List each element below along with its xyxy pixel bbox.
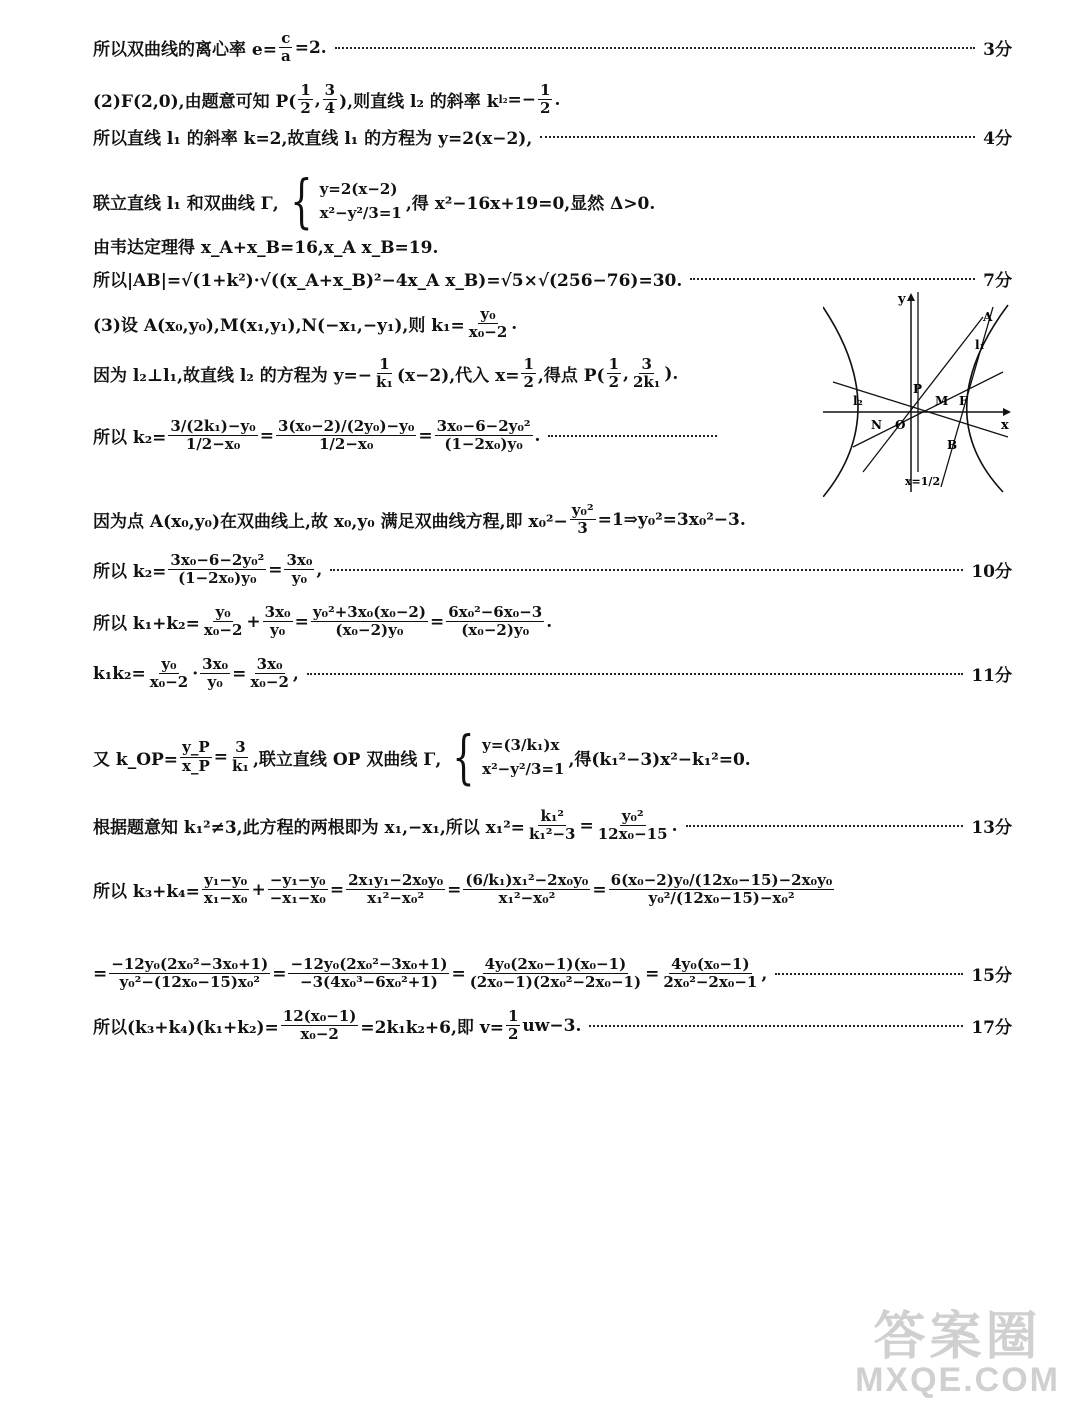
leader-dots bbox=[589, 1025, 963, 1027]
label-M: M bbox=[935, 394, 949, 408]
fraction bbox=[109, 956, 270, 992]
text-segment: , bbox=[623, 363, 629, 384]
fraction bbox=[446, 604, 544, 640]
text-segment: ,得点 P( bbox=[537, 366, 605, 387]
score-label: 17分 bbox=[971, 1018, 1012, 1039]
fraction bbox=[168, 418, 257, 454]
label-P: P bbox=[913, 382, 923, 396]
numerator: 3x₀ bbox=[264, 603, 291, 621]
text-segment: = bbox=[213, 747, 229, 767]
solution-line bbox=[93, 872, 1012, 908]
text-segment: =2k₁k₂+6,即 v= bbox=[360, 1018, 504, 1039]
line-expression bbox=[93, 418, 540, 454]
fraction bbox=[538, 82, 552, 118]
solution-line bbox=[93, 956, 1012, 992]
numerator: 3x₀−6−2y₀² bbox=[436, 417, 531, 435]
text-segment: . bbox=[534, 425, 541, 446]
text-segment: . bbox=[546, 611, 553, 632]
denominator: −x₁−x₀ bbox=[269, 889, 326, 908]
text-segment: = bbox=[579, 815, 594, 836]
subscript: l₂ bbox=[498, 93, 508, 107]
text-segment: uw−3. bbox=[522, 1015, 582, 1036]
denominator: k₁²−3 bbox=[528, 825, 576, 844]
denominator: k₁ bbox=[376, 373, 393, 392]
text-segment: 根据题意知 k₁²≠3,此方程的两根即为 x₁,−x₁,所以 x₁²= bbox=[93, 818, 525, 839]
x-axis-arrow bbox=[1003, 408, 1011, 416]
fraction bbox=[527, 808, 578, 844]
leader-dots bbox=[335, 47, 975, 49]
text-segment: 所以(k₃+k₄)(k₁+k₂)= bbox=[93, 1018, 279, 1039]
text-segment: = bbox=[232, 663, 247, 684]
solution-line bbox=[93, 233, 1012, 258]
numerator: 1 bbox=[608, 355, 620, 373]
numerator: y₁−y₀ bbox=[204, 871, 248, 889]
numerator: y_P bbox=[182, 738, 210, 757]
fraction bbox=[435, 418, 533, 454]
label-B: B bbox=[947, 438, 958, 452]
numerator: 4y₀(2x₀−1)(x₀−1) bbox=[484, 955, 627, 973]
denominator: 1/2−x₀ bbox=[185, 435, 241, 454]
watermark-url: MXQE.COM bbox=[855, 1361, 1060, 1399]
numerator: 3x₀ bbox=[202, 655, 229, 673]
denominator: y₀ bbox=[207, 673, 223, 692]
score-label: 10分 bbox=[971, 562, 1012, 583]
text-segment: = bbox=[272, 963, 287, 984]
line-expression bbox=[93, 266, 682, 291]
line-expression bbox=[93, 1008, 581, 1044]
fraction bbox=[281, 1008, 359, 1044]
numerator: k₁² bbox=[540, 807, 564, 825]
fraction bbox=[521, 356, 535, 392]
equation-system bbox=[445, 723, 565, 791]
numerator: 3x₀−6−2y₀² bbox=[170, 551, 265, 569]
fraction bbox=[284, 552, 314, 588]
numerator: (6/k₁)x₁²−2x₀y₀ bbox=[465, 871, 589, 889]
numerator: 3 bbox=[324, 81, 336, 99]
text-segment: = bbox=[294, 611, 309, 632]
system-equation: x²−y²/3=1 bbox=[319, 204, 402, 222]
fraction bbox=[263, 604, 293, 640]
text-segment: , bbox=[314, 89, 321, 110]
numerator: 2x₁y₁−2x₀y₀ bbox=[348, 871, 444, 889]
fraction bbox=[148, 656, 191, 692]
denominator: x₀−2 bbox=[250, 673, 289, 692]
denominator: 12x₀−15 bbox=[597, 825, 668, 844]
label-l2: l₂ bbox=[853, 394, 863, 408]
denominator: k₁ bbox=[232, 756, 249, 775]
denominator: x_P bbox=[182, 756, 210, 775]
label-F: F bbox=[959, 394, 968, 408]
text-segment: 所以双曲线的离心率 e= bbox=[93, 40, 277, 61]
denominator: x₁²−x₀² bbox=[498, 889, 556, 908]
denominator: 2x₀²−2x₀−1 bbox=[663, 973, 758, 992]
label-A: A bbox=[983, 310, 993, 324]
denominator: x₁²−x₀² bbox=[367, 889, 425, 908]
text-segment: , bbox=[316, 559, 323, 580]
fraction bbox=[323, 82, 337, 118]
solution-line bbox=[93, 808, 1012, 844]
line-expression bbox=[93, 502, 746, 538]
system-equation: x²−y²/3=1 bbox=[482, 760, 565, 778]
leader-dots bbox=[330, 569, 963, 571]
label-y: y bbox=[898, 292, 906, 307]
text-segment: , bbox=[761, 963, 768, 984]
watermark-logo: 答案圈 bbox=[873, 1308, 1042, 1366]
denominator: −3(4x₀³−6x₀²+1) bbox=[300, 973, 438, 992]
line-expression bbox=[93, 956, 767, 992]
line-expression bbox=[93, 167, 656, 235]
denominator: x₀−2 bbox=[468, 323, 508, 342]
text-segment: = bbox=[447, 879, 462, 900]
fraction bbox=[288, 956, 449, 992]
numerator: 1 bbox=[379, 355, 390, 373]
numerator: 3x₀ bbox=[286, 551, 313, 569]
solution-line bbox=[93, 82, 1012, 118]
denominator: 2 bbox=[507, 1025, 519, 1044]
denominator: x₀−2 bbox=[203, 621, 243, 640]
numerator: −y₁−y₀ bbox=[269, 871, 326, 889]
line-expression bbox=[93, 656, 299, 692]
denominator: 2k₁ bbox=[632, 373, 661, 392]
text-segment: + bbox=[251, 879, 266, 900]
fraction bbox=[202, 872, 250, 908]
fraction bbox=[200, 656, 230, 692]
denominator: (1−2x₀)y₀ bbox=[444, 435, 523, 454]
fraction bbox=[463, 872, 590, 908]
fraction bbox=[168, 552, 266, 588]
numerator: 3x₀ bbox=[256, 655, 283, 673]
text-segment: 又 k_OP= bbox=[93, 749, 179, 770]
text-segment: 因为 l₂⊥l₁,故直线 l₂ 的方程为 y=− bbox=[93, 366, 372, 387]
score-label: 7分 bbox=[983, 271, 1012, 291]
numerator: −12y₀(2x₀²−3x₀+1) bbox=[290, 955, 448, 973]
line-expression bbox=[93, 604, 552, 640]
denominator: (x₀−2)y₀ bbox=[461, 621, 530, 640]
system-equation: y=2(x−2) bbox=[319, 180, 398, 198]
text-segment: ,得(k₁²−3)x²−k₁²=0. bbox=[568, 749, 751, 770]
text-segment: · bbox=[192, 663, 199, 684]
label-l1: l₁ bbox=[975, 338, 985, 352]
watermark bbox=[855, 1308, 1060, 1399]
fraction bbox=[467, 306, 510, 342]
solution-line bbox=[93, 418, 725, 454]
score-label: 11分 bbox=[971, 666, 1012, 687]
text-segment: 所以 k₂= bbox=[93, 562, 167, 583]
fraction bbox=[631, 356, 662, 392]
fraction bbox=[279, 30, 293, 66]
text-segment: = bbox=[451, 963, 466, 984]
text-segment: , bbox=[292, 663, 299, 684]
hyperbola-diagram bbox=[823, 287, 1013, 497]
numerator: 4y₀(x₀−1) bbox=[671, 955, 750, 973]
leader-dots bbox=[548, 435, 717, 437]
text-segment: + bbox=[246, 611, 261, 632]
brace-symbol: { bbox=[452, 723, 475, 791]
text-segment: . bbox=[671, 815, 678, 836]
denominator: a bbox=[280, 47, 291, 66]
denominator: (2x₀−1)(2x₀²−2x₀−1) bbox=[469, 973, 642, 992]
numerator: 1 bbox=[507, 1007, 519, 1025]
text-segment: . bbox=[554, 89, 561, 110]
text-segment: =2. bbox=[294, 37, 327, 58]
fraction bbox=[276, 418, 416, 454]
denominator: 2 bbox=[540, 99, 551, 118]
denominator: 3 bbox=[577, 519, 588, 538]
text-segment: = bbox=[93, 963, 108, 984]
fraction bbox=[346, 872, 445, 908]
numerator: 3 bbox=[641, 355, 652, 373]
text-segment: 所以直线 l₁ 的斜率 k=2,故直线 l₁ 的方程为 y=2(x−2), bbox=[93, 129, 533, 149]
text-segment: (3)设 A(x₀,y₀),M(x₁,y₁),N(−x₁,−y₁),则 k₁= bbox=[93, 316, 465, 337]
denominator: y₀²−(12x₀−15)x₀² bbox=[119, 973, 260, 992]
numerator: y₀²+3x₀(x₀−2) bbox=[312, 603, 426, 621]
text-segment: 联立直线 l₁ 和双曲线 Γ, bbox=[93, 193, 279, 214]
fraction bbox=[268, 872, 328, 908]
numerator: 1 bbox=[540, 81, 551, 99]
text-segment: (x−2),代入 x= bbox=[396, 366, 520, 387]
line-expression bbox=[93, 82, 560, 118]
line-op bbox=[853, 372, 1003, 447]
text-segment: 所以|AB|=√(1+k²)·√((x_A+x_B)²−4x_A x_B)=√5×√(256−76)=30. bbox=[93, 271, 683, 291]
text-segment: 所以 k₃+k₄= bbox=[93, 882, 200, 903]
fraction bbox=[607, 356, 621, 392]
denominator: y₀ bbox=[291, 569, 308, 588]
line-expression bbox=[93, 808, 678, 844]
fraction bbox=[506, 1008, 520, 1044]
denominator: y₀ bbox=[269, 621, 286, 640]
denominator: 4 bbox=[324, 99, 336, 118]
numerator: 3 bbox=[235, 738, 246, 757]
fraction bbox=[570, 502, 596, 538]
leader-dots bbox=[775, 973, 963, 975]
fraction bbox=[230, 739, 251, 775]
solution-line bbox=[93, 30, 1012, 66]
fraction bbox=[468, 956, 643, 992]
denominator: (1−2x₀)y₀ bbox=[178, 569, 257, 588]
score-label: 3分 bbox=[983, 40, 1012, 61]
label-O: O bbox=[895, 418, 906, 432]
denominator: 2 bbox=[300, 99, 311, 118]
text-segment: = bbox=[645, 963, 660, 984]
solution-line bbox=[93, 167, 1012, 235]
solution-line bbox=[93, 656, 1012, 692]
denominator: 2 bbox=[608, 373, 620, 392]
brace-symbol: { bbox=[290, 167, 313, 235]
numerator: 6(x₀−2)y₀/(12x₀−15)−2x₀y₀ bbox=[610, 871, 833, 889]
text-segment: = bbox=[329, 879, 345, 900]
text-segment: ). bbox=[664, 363, 679, 384]
line-expression bbox=[93, 30, 327, 66]
label-x: x bbox=[1001, 418, 1009, 433]
solution-line bbox=[93, 502, 1012, 538]
line-expression bbox=[93, 124, 532, 149]
denominator: x₁−x₀ bbox=[203, 889, 248, 908]
text-segment: . bbox=[511, 313, 518, 334]
line-expression bbox=[93, 552, 322, 588]
numerator: y₀² bbox=[621, 807, 644, 825]
fraction bbox=[298, 82, 312, 118]
solution-line bbox=[93, 1008, 1012, 1044]
score-label: 4分 bbox=[983, 129, 1012, 149]
text-segment: = bbox=[592, 879, 607, 900]
numerator: 1 bbox=[300, 81, 311, 99]
numerator: y₀ bbox=[215, 603, 231, 621]
solution-line bbox=[93, 723, 1012, 791]
line-expression bbox=[93, 356, 678, 392]
line-expression bbox=[93, 306, 517, 342]
solution-line bbox=[93, 552, 1012, 588]
text-segment: (2)F(2,0),由题意可知 P( bbox=[93, 92, 297, 113]
line-expression bbox=[93, 723, 751, 791]
leader-dots bbox=[307, 673, 964, 675]
score-label: 13分 bbox=[971, 818, 1012, 839]
denominator: (x₀−2)y₀ bbox=[335, 621, 404, 640]
numerator: 3/(2k₁)−y₀ bbox=[170, 417, 256, 435]
label-N: N bbox=[871, 418, 882, 432]
solution-line bbox=[93, 124, 1012, 149]
numerator: c bbox=[281, 29, 291, 47]
denominator: x₀−2 bbox=[300, 1025, 339, 1044]
numerator: y₀ bbox=[480, 305, 496, 323]
numerator: 1 bbox=[523, 355, 534, 373]
fraction bbox=[311, 604, 428, 640]
equation-system bbox=[283, 167, 402, 235]
hyperbola-right-branch bbox=[967, 305, 1008, 492]
denominator: 2 bbox=[523, 373, 534, 392]
fraction bbox=[180, 739, 212, 775]
text-segment: = bbox=[429, 611, 445, 632]
text-segment: =− bbox=[507, 89, 537, 110]
text-segment: 所以 k₁+k₂= bbox=[93, 614, 200, 635]
fraction bbox=[609, 872, 835, 908]
fraction bbox=[248, 656, 291, 692]
text-segment: ,联立直线 OP 双曲线 Γ, bbox=[253, 749, 442, 770]
text-segment: = bbox=[268, 559, 283, 580]
line-expression bbox=[93, 233, 438, 258]
denominator: x₀−2 bbox=[149, 673, 189, 692]
text-segment: = bbox=[418, 425, 433, 446]
label-xline: x=1/2 bbox=[905, 475, 941, 488]
numerator: 6x₀²−6x₀−3 bbox=[448, 603, 543, 621]
line-expression bbox=[93, 872, 836, 908]
y-axis-arrow bbox=[907, 293, 915, 301]
numerator: 12(x₀−1) bbox=[282, 1007, 357, 1025]
numerator: y₀² bbox=[571, 501, 594, 519]
fraction bbox=[596, 808, 670, 844]
solution-line bbox=[93, 604, 1012, 640]
text-segment: 因为点 A(x₀,y₀)在双曲线上,故 x₀,y₀ 满足双曲线方程,即 x₀²− bbox=[93, 512, 568, 533]
text-segment: ,得 x²−16x+19=0,显然 Δ>0. bbox=[405, 193, 656, 214]
numerator: −12y₀(2x₀²−3x₀+1) bbox=[111, 955, 269, 973]
denominator: 1/2−x₀ bbox=[319, 435, 374, 454]
numerator: y₀ bbox=[161, 655, 177, 673]
leader-dots bbox=[540, 136, 975, 138]
text-segment: =1⇒y₀²=3x₀²−3. bbox=[597, 509, 746, 530]
fraction bbox=[202, 604, 245, 640]
numerator: 3(x₀−2)/(2y₀)−y₀ bbox=[278, 417, 415, 435]
leader-dots bbox=[686, 825, 964, 827]
fraction bbox=[661, 956, 759, 992]
system-equation: y=(3/k₁)x bbox=[482, 736, 560, 754]
text-segment: 由韦达定理得 x_A+x_B=16,x_A x_B=19. bbox=[93, 238, 439, 258]
text-segment: 所以 k₂= bbox=[93, 428, 167, 449]
text-segment: k₁k₂= bbox=[93, 663, 146, 684]
score-label: 15分 bbox=[971, 966, 1012, 987]
text-segment: ),则直线 l₂ 的斜率 k bbox=[339, 92, 499, 113]
denominator: y₀²/(12x₀−15)−x₀² bbox=[648, 889, 795, 908]
text-segment: = bbox=[259, 425, 275, 446]
leader-dots bbox=[690, 278, 975, 280]
fraction bbox=[374, 356, 395, 392]
